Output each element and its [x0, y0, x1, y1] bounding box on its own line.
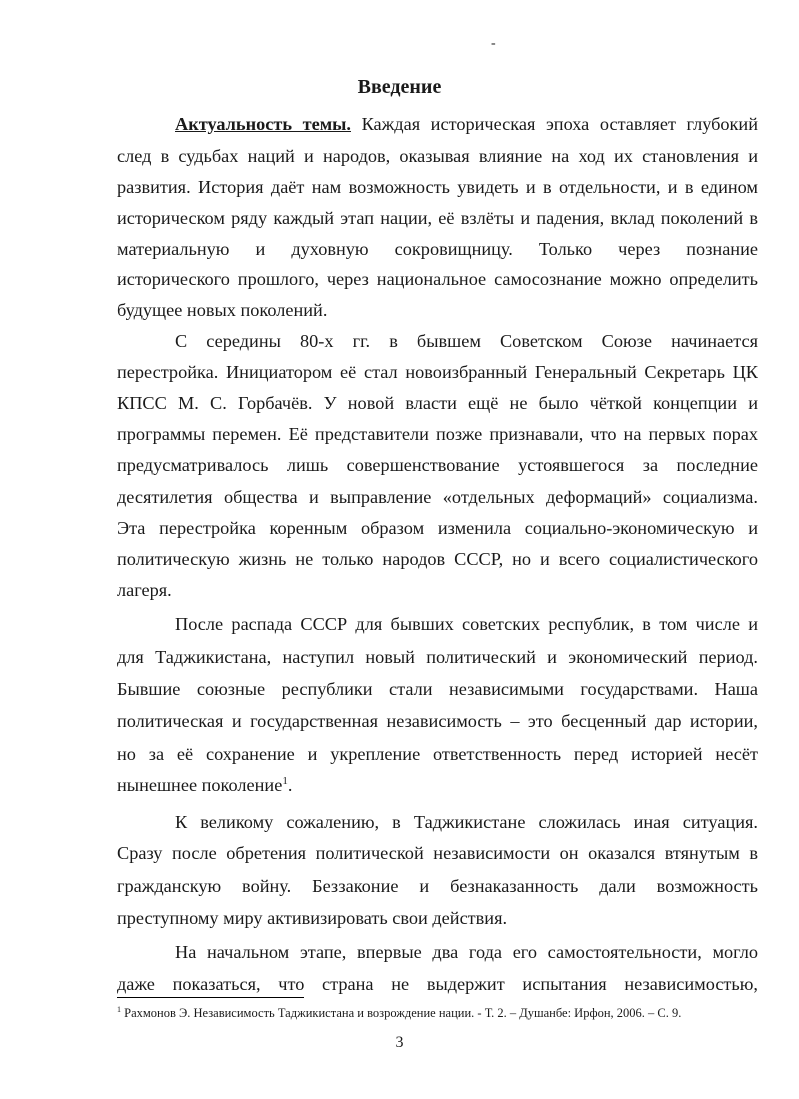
paragraph-1-line-3: развития. История даёт нам возможность увидеть и в отдельности, и в едином	[117, 177, 758, 197]
paragraph-5-line-1: На начальном этапе, впервые два года его самостоятельности, могло	[175, 942, 758, 962]
footnote-separator	[117, 997, 304, 998]
paragraph-1-line-7: будущее новых поколений.	[117, 300, 328, 320]
top-mark: -	[491, 36, 496, 51]
paragraph-2-line-8: политическую жизнь не только народов СССР, но и всего социалистического	[117, 549, 758, 569]
paragraph-2-line-9: лагеря.	[117, 580, 172, 600]
paragraph-5-line-2: даже показаться, что страна не выдержит испытания независимостью,	[117, 974, 758, 994]
footnote-number: 1	[117, 1004, 121, 1014]
paragraph-4-line-2: Сразу после обретения политической независимости он оказался втянутым в	[117, 843, 758, 863]
page-number: 3	[395, 1034, 404, 1051]
paragraph-3-line-4: политическая и государственная независимость – это бесценный дар истории,	[117, 711, 758, 731]
paragraph-2-line-3: КПСС М. С. Горбачёв. У новой власти ещё не было чёткой концепции и	[117, 393, 758, 413]
paragraph-2-line-5: предусматривалось лишь совершенствование устоявшегося за последние	[117, 455, 758, 475]
paragraph-3-line-6: нынешнее поколение$^1$.	[117, 774, 293, 795]
paragraph-2-line-2: перестройка. Инициатором её стал новоизбранный Генеральный Секретарь ЦК	[117, 362, 758, 382]
paragraph-3-line-2: для Таджикистана, наступил новый политический и экономический период.	[117, 647, 758, 667]
paragraph-4-line-1: К великому сожалению, в Таджикистане сложилась иная ситуация.	[175, 812, 758, 832]
paragraph-1-line-1: Актуальность темы. Каждая историческая эпоха оставляет глубокий	[175, 114, 758, 134]
page-title: Введение	[357, 76, 442, 98]
paragraph-4-line-4: преступному миру активизировать свои действия.	[117, 908, 508, 928]
paragraph-1-line-4: историческом ряду каждый этап нации, её взлёты и падения, вклад поколений в	[117, 208, 758, 228]
paragraph-3-line-5: но за её сохранение и укрепление ответственность перед историей несёт	[117, 744, 758, 764]
paragraph-1-line-6: исторического прошлого, через национальное самосознание можно определить	[117, 269, 758, 289]
paragraph-1-line-5: материальную и духовную сокровищницу. Только через познание	[117, 239, 758, 259]
paragraph-3-line-1: После распада СССР для бывших советских республик, в том числе и	[175, 614, 758, 634]
paragraph-4-line-3: гражданскую войну. Беззаконие и безнаказанность дали возможность	[117, 876, 758, 896]
footnote-reference: 1	[282, 774, 288, 787]
footnote	[117, 1006, 681, 1021]
paragraph-2-line-7: Эта перестройка коренным образом изменила социально-экономическую и	[117, 518, 758, 538]
paragraph-2-line-1: С середины 80-х гг. в бывшем Советском Союзе начинается	[175, 331, 758, 351]
footnote-text: Рахмонов Э. Независимость Таджикистана и возрождение нации. - Т. 2. – Душанбе: Ирфон, 2006. – С. 9.	[124, 1006, 682, 1020]
paragraph-2-line-4: программы перемен. Её представители позже признавали, что на первых порах	[117, 424, 758, 444]
paragraph-3-line-3: Бывшие союзные республики стали независимыми государствами. Наша	[117, 679, 758, 699]
paragraph-2-line-6: десятилетия общества и выправление «отдельных деформаций» социализма.	[117, 487, 758, 507]
relevance-heading: Актуальность темы.	[175, 114, 351, 134]
paragraph-1-line-2: след в судьбах наций и народов, оказывая влияние на ход их становления и	[117, 146, 758, 166]
